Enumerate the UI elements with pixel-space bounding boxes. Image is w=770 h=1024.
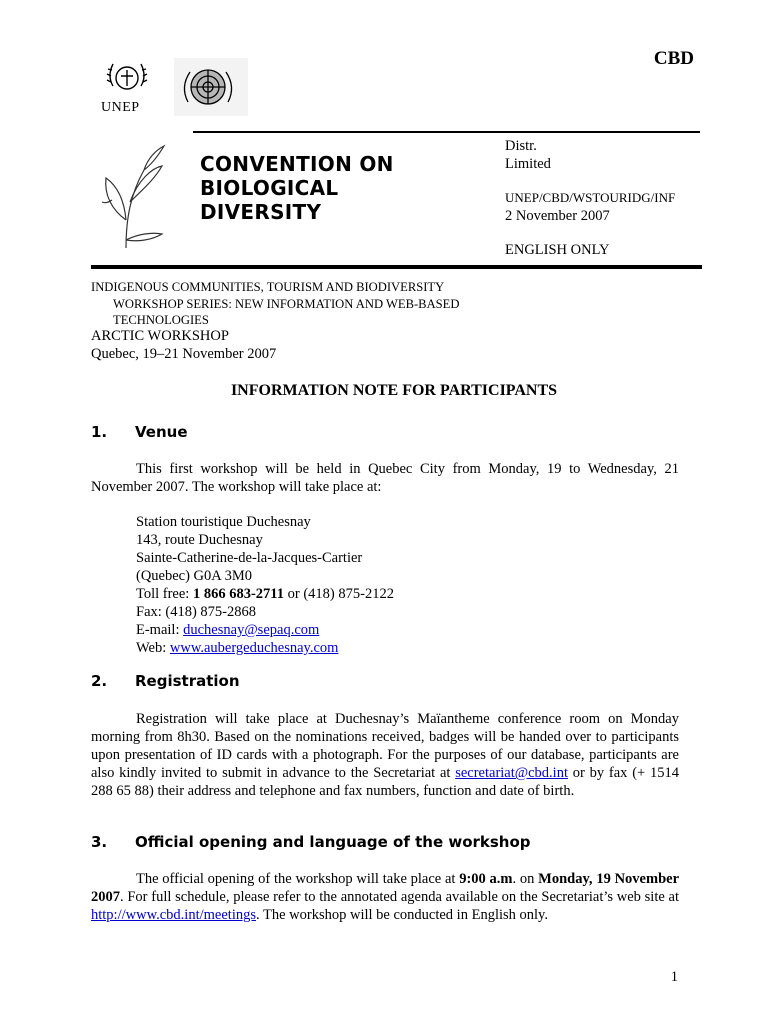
convention-title-line: BIOLOGICAL	[200, 176, 339, 200]
language-note: ENGLISH ONLY	[505, 242, 610, 258]
venue-web-link[interactable]: www.aubergeduchesnay.com	[169, 640, 339, 656]
distr-value: Limited	[505, 156, 551, 172]
header-bottom-rule	[91, 265, 702, 269]
note-title: INFORMATION NOTE FOR PARTICIPANTS	[230, 382, 558, 399]
meetings-link[interactable]: http://www.cbd.int/meetings	[91, 907, 256, 923]
web-label: Web:	[136, 640, 170, 656]
venue-paragraph	[91, 460, 679, 496]
registration-text-end: or by fax (+ 1514 288 65 88) their address and telephone and fax numbers, function and date of birth.	[91, 765, 679, 799]
series-line: INDIGENOUS COMMUNITIES, TOURISM AND BIODIVERSITY	[91, 280, 445, 294]
tollfree-number: 1 866 683-2711	[192, 586, 284, 602]
address-tollfree	[136, 585, 394, 603]
series-line: TECHNOLOGIES	[113, 313, 209, 327]
section-heading-venue	[91, 423, 188, 441]
page-number: 1	[670, 969, 678, 985]
section-heading-opening	[91, 833, 531, 851]
venue-email-link[interactable]: duchesnay@sepaq.com	[183, 622, 320, 638]
address-name: Station touristique Duchesnay	[136, 514, 311, 530]
venue-text-rest: November 2007. The workshop will take place at:	[91, 479, 382, 495]
section-number: 2.	[91, 672, 108, 690]
cbd-plant-logo	[92, 140, 187, 252]
section-title: Registration	[135, 672, 240, 690]
registration-paragraph	[91, 710, 679, 800]
section-title: Official opening and language of the workshop	[135, 833, 531, 851]
section-title: Venue	[135, 423, 188, 441]
distr-label: Distr.	[505, 138, 537, 154]
venue-address	[136, 513, 394, 657]
unep-logo	[97, 56, 157, 118]
opening-date: Monday, 19 November 2007	[91, 871, 680, 905]
convention-title-line: DIVERSITY	[200, 200, 322, 224]
email-label: E-mail:	[136, 622, 184, 638]
venue-text: This first workshop will be held in Quebec City from Monday, 19 to Wednesday, 21	[136, 461, 679, 477]
section-number: 3.	[91, 833, 108, 851]
workshop-location	[91, 327, 276, 363]
opening-text: . on	[512, 871, 535, 887]
address-postal: (Quebec) G0A 3M0	[136, 568, 252, 584]
convention-title-line: CONVENTION ON	[200, 152, 394, 176]
tollfree-label: Toll free:	[136, 586, 193, 602]
series-line: WORKSHOP SERIES: NEW INFORMATION AND WEB-BASED	[113, 296, 460, 311]
opening-text: The official opening of the workshop will take place at	[136, 871, 456, 887]
header-top-rule	[193, 131, 700, 133]
section-heading-registration	[91, 672, 240, 690]
registration-text: Registration will take place at Duchesnay’s Maïantheme conference room on Monday	[136, 711, 679, 727]
convention-title	[200, 152, 394, 224]
opening-text: . For full schedule, please refer to the annotated agenda available on the Secretariat’s web site at	[120, 889, 679, 905]
address-street: 143, route Duchesnay	[136, 532, 263, 548]
workshop-series-heading	[91, 279, 459, 329]
opening-paragraph	[91, 870, 679, 924]
workshop-place-date: Quebec, 19–21 November 2007	[91, 346, 277, 362]
document-symbol: UNEP/CBD/WSTOURIDG/INF	[505, 190, 676, 205]
opening-text: . The workshop will be conducted in English only.	[256, 907, 548, 923]
workshop-name: ARCTIC WORKSHOP	[91, 328, 229, 344]
address-email	[136, 621, 394, 639]
secretariat-email-link[interactable]: secretariat@cbd.int	[455, 765, 568, 781]
section-number: 1.	[91, 423, 108, 441]
registration-text-rest: morning from 8h30. Based on the nominations received, badges will be handed over to participants upon presentation of ID cards with a photograph. For the purposes of our database, participants are also kindly invited to submit in advance to the Secretariat at	[91, 729, 679, 781]
address-web	[136, 639, 394, 657]
address-fax: Fax: (418) 875-2868	[136, 604, 257, 620]
cbd-mark: CBD	[653, 48, 694, 69]
opening-time: 9:00 a.m	[459, 871, 513, 887]
address-city: Sainte-Catherine-de-la-Jacques-Cartier	[136, 550, 363, 566]
unep-label: UNEP	[101, 100, 140, 115]
tollfree-rest: or (418) 875-2122	[284, 586, 394, 602]
document-date: 2 November 2007	[505, 208, 610, 224]
un-emblem-logo	[168, 58, 248, 116]
